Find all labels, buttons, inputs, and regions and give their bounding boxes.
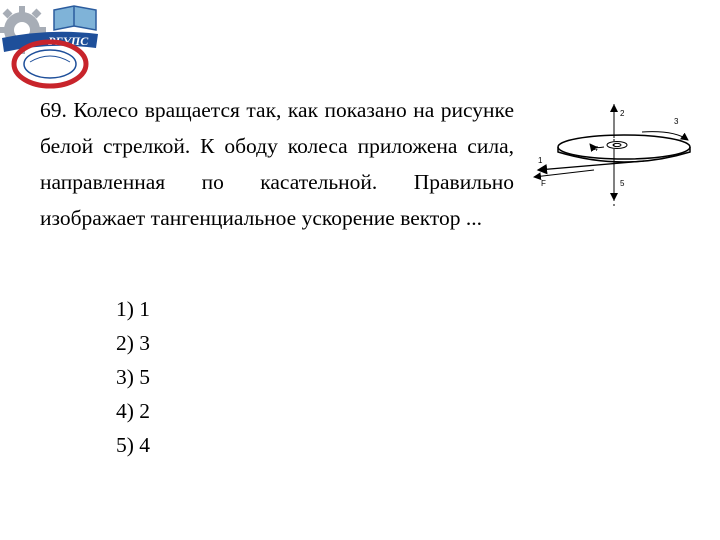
- label-4: 4: [594, 146, 598, 153]
- answer-option-4[interactable]: 4) 2: [116, 399, 151, 423]
- rotating-wheel-diagram: [524, 100, 696, 215]
- label-3: 3: [674, 117, 679, 126]
- label-5: 5: [620, 179, 625, 188]
- label-1: 1: [538, 156, 543, 165]
- wheel-figure: [524, 100, 696, 215]
- answer-option-5[interactable]: 5) 4: [116, 433, 151, 457]
- university-logo: [0, 0, 112, 92]
- question-text-block: [40, 92, 514, 236]
- answer-option-3[interactable]: 3) 5: [116, 365, 151, 389]
- logo-text: РГУПС: [48, 34, 89, 48]
- answer-list: [116, 292, 150, 462]
- label-f: F: [541, 179, 546, 188]
- label-2: 2: [620, 109, 625, 118]
- university-logo-icon: [0, 0, 112, 92]
- answer-option-2[interactable]: 2) 3: [116, 331, 151, 355]
- answer-option-1[interactable]: 1) 1: [116, 297, 151, 321]
- question-text: 69. Колесо вращается так, как показано на рисунке белой стрелкой. К ободу колеса приложена сила, направленная по касательной. Правильно изображает тангенциальное ускорение вектор ...: [40, 98, 514, 230]
